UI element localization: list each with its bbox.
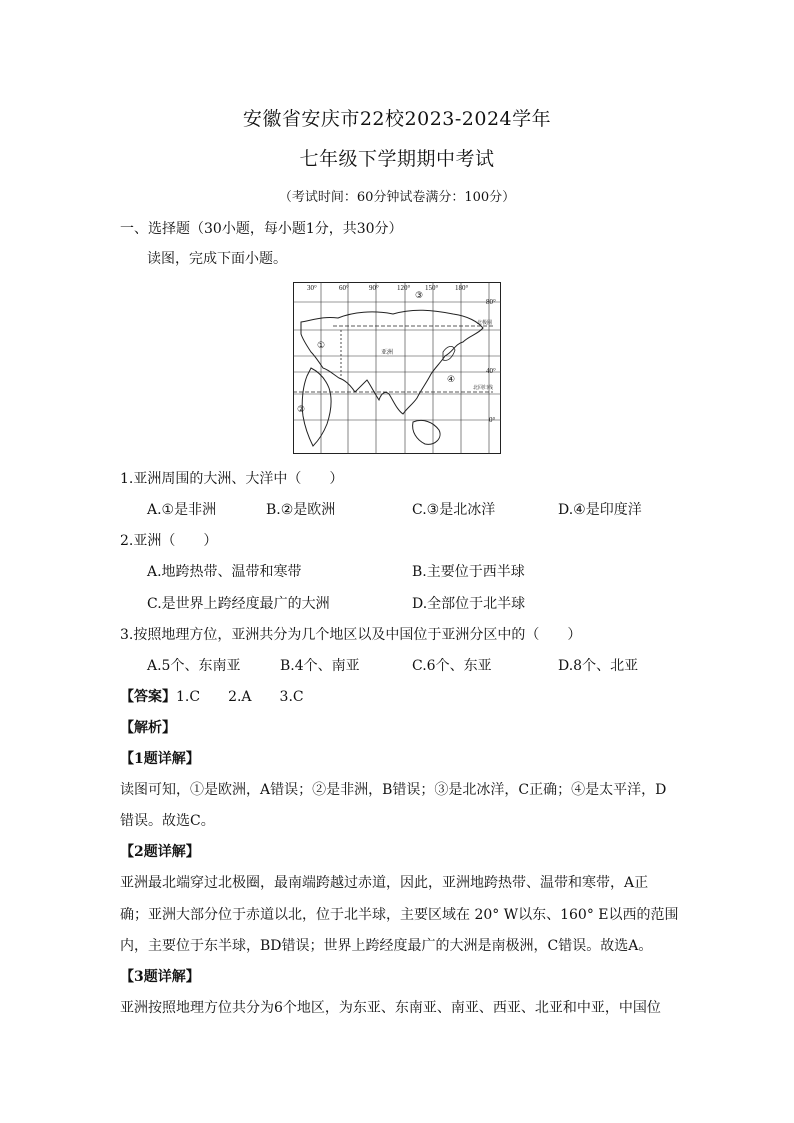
q2-analysis-line-2: 确；亚洲大部分位于赤道以北，位于北半球，主要区域在 20° W以东、160° E以西的范围 xyxy=(120,907,679,923)
lon-label-150: 150° xyxy=(425,284,439,292)
q2-analysis-heading: 【2题详解】 xyxy=(120,844,200,860)
instruction-text: 读图，完成下面小题。 xyxy=(147,251,287,267)
question-2-stem: 2.亚洲（ ） xyxy=(120,533,218,549)
q2-analysis-line-3: 内，主要位于东半球，BD错误；世界上跨经度最广的大洲是南极洲，C错误。故选A。 xyxy=(120,938,653,954)
lon-label-30: 30° xyxy=(307,284,317,292)
q2-analysis-line-1: 亚洲最北端穿过北极圈，最南端跨越过赤道，因此，亚洲地跨热带、温带和寒带，A正 xyxy=(120,875,649,891)
question-1-option-a: A.①是非洲 xyxy=(147,502,217,518)
question-3-option-d: D.8个、北亚 xyxy=(558,658,639,674)
analysis-heading: 【解析】 xyxy=(120,720,176,736)
question-1-option-c: C.③是北冰洋 xyxy=(412,502,496,518)
document-title: 安徽省安庆市22校2023-2024学年 xyxy=(242,108,552,130)
question-2-option-d: D.全部位于北半球 xyxy=(412,596,526,612)
lat-label-40: 40° xyxy=(486,367,496,375)
lon-label-60: 60° xyxy=(339,284,349,292)
marker-3: ③ xyxy=(415,291,424,301)
marker-4: ④ xyxy=(447,375,456,385)
answer-label: 【答案】 xyxy=(120,689,176,705)
question-3-stem: 3.按照地理方位，亚洲共分为几个地区以及中国位于亚洲分区中的（ ） xyxy=(120,627,582,643)
lon-label-90: 90° xyxy=(369,284,379,292)
lon-label-180: 180° xyxy=(455,284,469,292)
question-3-option-c: C.6个、东亚 xyxy=(412,658,492,674)
lon-label-120: 120° xyxy=(397,284,411,292)
question-1-option-d: D.④是印度洋 xyxy=(558,502,642,518)
document-subtitle: 七年级下学期期中考试 xyxy=(299,148,495,170)
question-1-stem: 1.亚洲周围的大洲、大洋中（ ） xyxy=(120,471,344,487)
q1-analysis-line-2: 错误。故选C。 xyxy=(120,813,215,829)
marker-2: ② xyxy=(297,405,306,415)
marker-1: ① xyxy=(317,341,326,351)
question-2-option-c: C.是世界上跨经度最广的大洲 xyxy=(147,596,330,612)
question-1-option-b: B.②是欧洲 xyxy=(266,502,336,518)
tropic-label: 北回归线 xyxy=(473,385,494,391)
q3-analysis-line-1: 亚洲按照地理方位共分为6个地区，为东亚、东南亚、南亚、西亚、北亚和中亚，中国位 xyxy=(120,1000,661,1016)
question-2-option-a: A.地跨热带、温带和寒带 xyxy=(147,564,302,580)
section-heading: 一、选择题（30小题，每小题1分，共30分） xyxy=(120,221,403,237)
continent-label: 亚洲 xyxy=(381,349,394,356)
arctic-circle-label: 北极圈 xyxy=(477,320,493,326)
q3-analysis-heading: 【3题详解】 xyxy=(120,969,200,985)
lat-label-0: 0° xyxy=(489,416,496,424)
answer-text: 1.C 2.A 3.C xyxy=(176,689,304,705)
question-3-option-b: B.4个、南亚 xyxy=(280,658,360,674)
answer-line xyxy=(120,686,304,706)
asia-map-figure xyxy=(293,282,501,454)
exam-info: （考试时间：60分钟试卷满分：100分） xyxy=(278,190,516,205)
lat-label-80: 80° xyxy=(486,298,496,306)
question-2-option-b: B.主要位于西半球 xyxy=(412,564,525,580)
q1-analysis-heading: 【1题详解】 xyxy=(120,751,200,767)
question-3-option-a: A.5个、东南亚 xyxy=(147,658,241,674)
asia-map xyxy=(293,282,501,454)
q1-analysis-line-1: 读图可知，①是欧洲，A错误；②是非洲，B错误；③是北冰洋，C正确；④是太平洋，D xyxy=(120,782,667,798)
